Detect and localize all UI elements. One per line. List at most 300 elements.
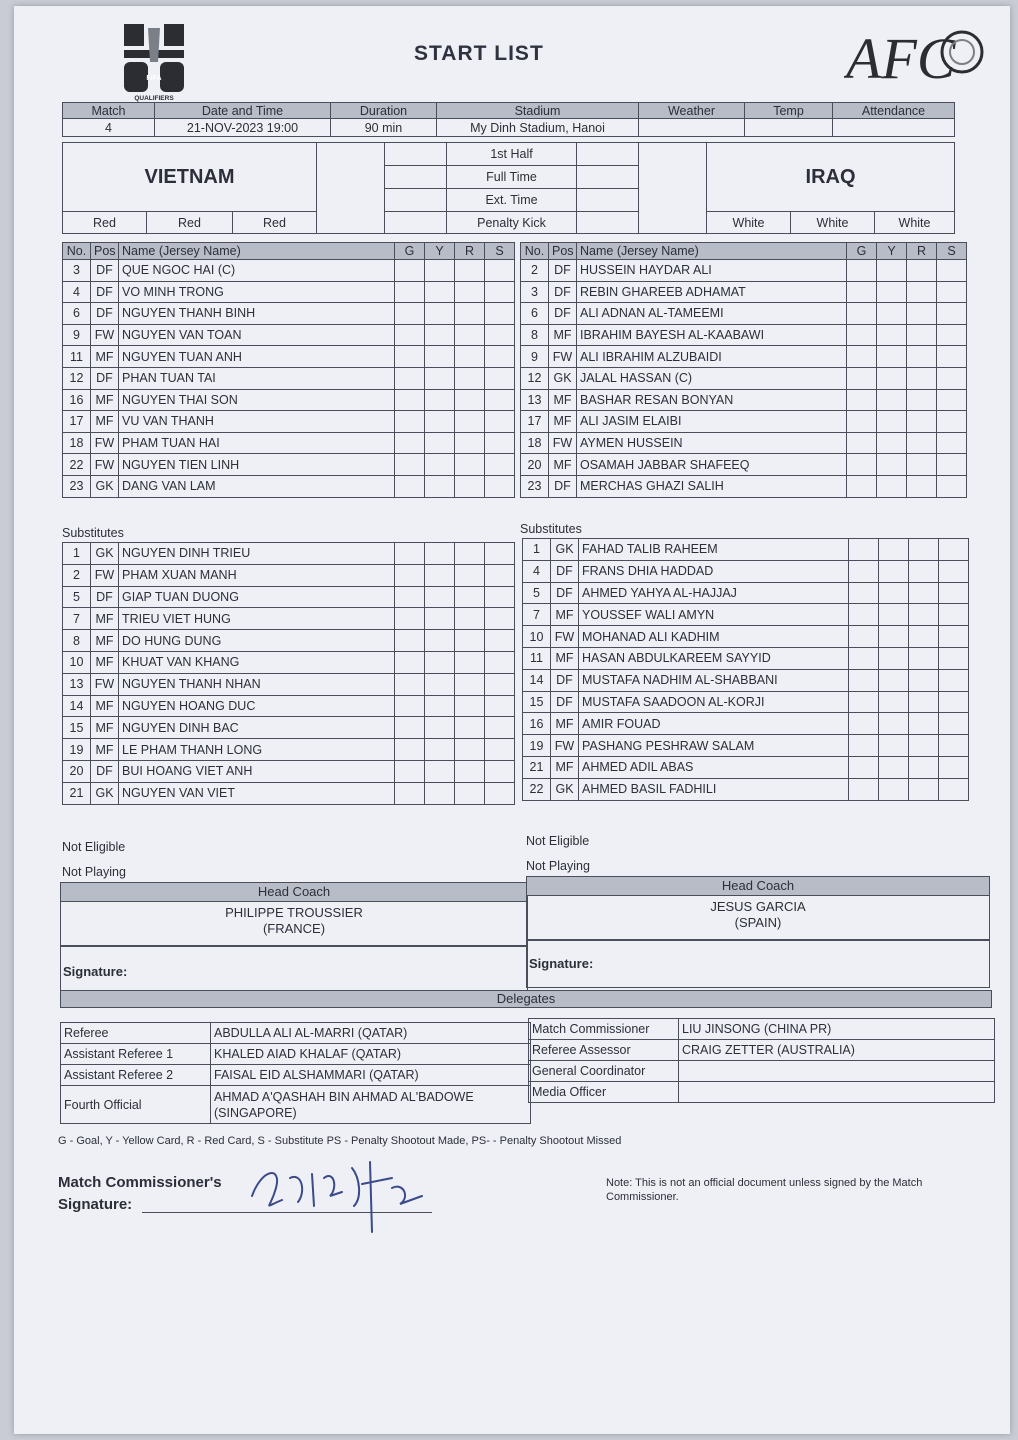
stat-cell [939, 560, 969, 582]
stat-cell [939, 713, 969, 735]
stadium-header: Stadium [437, 103, 639, 119]
official-role: Assistant Referee 2 [61, 1065, 211, 1086]
player-row [523, 691, 969, 713]
player-row [521, 281, 967, 303]
player-name: GIAP TUAN DUONG [119, 586, 395, 608]
player-number: 18 [521, 432, 549, 454]
stat-cell [877, 367, 907, 389]
stat-cell [879, 778, 909, 800]
stat-cell [849, 604, 879, 626]
roster-header: Name (Jersey Name) [577, 243, 847, 260]
player-row [523, 713, 969, 735]
official-name [679, 1061, 995, 1082]
stat-cell [425, 303, 455, 325]
player-position: MF [91, 717, 119, 739]
stat-cell [395, 630, 425, 652]
stat-cell [907, 303, 937, 325]
stat-cell [847, 411, 877, 433]
stat-cell [937, 324, 967, 346]
player-name: LE PHAM THANH LONG [119, 739, 395, 761]
player-number: 6 [63, 303, 91, 325]
stat-cell [907, 454, 937, 476]
temp-header: Temp [745, 103, 833, 119]
attendance-header: Attendance [833, 103, 955, 119]
player-row [63, 432, 515, 454]
stat-cell [939, 735, 969, 757]
stat-cell [847, 281, 877, 303]
home-not-playing: Not Playing [62, 865, 126, 879]
afc-logo [844, 24, 984, 88]
away-coach-header: Head Coach [527, 877, 989, 896]
player-row [63, 608, 515, 630]
stat-cell [939, 582, 969, 604]
player-name: NGUYEN HOANG DUC [119, 695, 395, 717]
player-name: BASHAR RESAN BONYAN [577, 389, 847, 411]
stat-cell [907, 411, 937, 433]
player-position: MF [551, 604, 579, 626]
stat-cell [909, 713, 939, 735]
player-row [63, 564, 515, 586]
player-row [63, 475, 515, 497]
stat-cell [937, 475, 967, 497]
stat-cell [395, 543, 425, 565]
score-label-1st-half: 1st Half [447, 143, 577, 166]
stat-cell [425, 651, 455, 673]
stat-cell [847, 346, 877, 368]
roster-header: G [847, 243, 877, 260]
player-number: 10 [523, 626, 551, 648]
player-row [63, 586, 515, 608]
stat-cell [909, 626, 939, 648]
stat-cell [485, 782, 515, 804]
stat-cell [937, 303, 967, 325]
official-role: Match Commissioner [529, 1019, 679, 1040]
stat-cell [485, 389, 515, 411]
player-row [63, 543, 515, 565]
player-name: KHUAT VAN KHANG [119, 651, 395, 673]
stat-cell [455, 260, 485, 282]
player-name: MUSTAFA NADHIM AL-SHABBANI [579, 669, 849, 691]
stat-cell [395, 324, 425, 346]
stat-cell [425, 367, 455, 389]
player-number: 16 [63, 389, 91, 411]
player-number: 17 [521, 411, 549, 433]
player-name: FAHAD TALIB RAHEEM [579, 539, 849, 561]
player-number: 11 [63, 346, 91, 368]
stat-cell [485, 630, 515, 652]
stat-cell [879, 735, 909, 757]
match-temp [745, 119, 833, 137]
stat-cell [455, 324, 485, 346]
player-number: 22 [523, 778, 551, 800]
stat-cell [879, 647, 909, 669]
stat-cell [425, 586, 455, 608]
stat-cell [425, 782, 455, 804]
player-position: GK [551, 539, 579, 561]
player-position: FW [91, 454, 119, 476]
stat-cell [485, 475, 515, 497]
stat-cell [909, 647, 939, 669]
player-row [63, 760, 515, 782]
commissioner-signature-line-1: Match Commissioner's [58, 1174, 222, 1191]
home-kit-3: Red [233, 212, 317, 234]
player-number: 17 [63, 411, 91, 433]
player-number: 23 [521, 475, 549, 497]
stat-cell [425, 630, 455, 652]
player-number: 2 [521, 260, 549, 282]
player-name: REBIN GHAREEB ADHAMAT [577, 281, 847, 303]
stat-cell [909, 756, 939, 778]
player-row [63, 651, 515, 673]
stat-cell [395, 586, 425, 608]
commissioner-signature-line-2: Signature: [58, 1196, 133, 1213]
stat-cell [395, 367, 425, 389]
player-number: 12 [521, 367, 549, 389]
official-role: Media Officer [529, 1082, 679, 1103]
official-name: LIU JINSONG (CHINA PR) [679, 1019, 995, 1040]
away-not-eligible: Not Eligible [526, 834, 590, 848]
player-row [523, 539, 969, 561]
player-position: DF [549, 260, 577, 282]
player-name: ALI IBRAHIM ALZUBAIDI [577, 346, 847, 368]
player-number: 3 [63, 260, 91, 282]
stat-cell [455, 673, 485, 695]
stat-cell [485, 324, 515, 346]
stat-cell [907, 260, 937, 282]
player-position: DF [91, 260, 119, 282]
stat-cell [939, 756, 969, 778]
page-title: START LIST [414, 42, 544, 65]
stat-cell [395, 564, 425, 586]
stat-cell [937, 281, 967, 303]
stat-cell [937, 367, 967, 389]
stat-cell [877, 475, 907, 497]
match-info-table [62, 102, 955, 137]
stat-cell [849, 626, 879, 648]
player-name: OSAMAH JABBAR SHAFEEQ [577, 454, 847, 476]
player-position: DF [551, 582, 579, 604]
away-kit-1: White [707, 212, 791, 234]
player-position: DF [91, 281, 119, 303]
player-name: PHAM TUAN HAI [119, 432, 395, 454]
player-number: 4 [523, 560, 551, 582]
player-position: GK [549, 367, 577, 389]
player-position: MF [91, 630, 119, 652]
stat-cell [939, 691, 969, 713]
player-name: NGUYEN TUAN ANH [119, 346, 395, 368]
stat-cell [849, 560, 879, 582]
player-row [63, 630, 515, 652]
player-number: 19 [523, 735, 551, 757]
stat-cell [879, 669, 909, 691]
player-name: HASAN ABDULKAREEM SAYYID [579, 647, 849, 669]
stat-cell [395, 673, 425, 695]
stat-cell [907, 346, 937, 368]
stat-cell [485, 432, 515, 454]
player-row [523, 560, 969, 582]
stat-cell [425, 346, 455, 368]
roster-header: No. [521, 243, 549, 260]
player-position: MF [91, 651, 119, 673]
stat-cell [425, 260, 455, 282]
roster-header: R [455, 243, 485, 260]
away-starting-table [520, 242, 967, 498]
roster-header: Pos [91, 243, 119, 260]
stat-cell [847, 260, 877, 282]
player-name: ALI ADNAN AL-TAMEEMI [577, 303, 847, 325]
stat-cell [395, 782, 425, 804]
stat-cell [395, 651, 425, 673]
player-position: DF [549, 281, 577, 303]
player-name: PHAN TUAN TAI [119, 367, 395, 389]
player-number: 18 [63, 432, 91, 454]
player-name: VU VAN THANH [119, 411, 395, 433]
score-label-full-time: Full Time [447, 166, 577, 189]
stat-cell [485, 260, 515, 282]
stat-cell [485, 695, 515, 717]
stat-cell [879, 756, 909, 778]
player-row [63, 454, 515, 476]
player-row [523, 778, 969, 800]
home-kit-1: Red [63, 212, 147, 234]
player-number: 3 [521, 281, 549, 303]
weather-header: Weather [639, 103, 745, 119]
player-position: DF [91, 760, 119, 782]
stat-cell [849, 713, 879, 735]
player-row [523, 669, 969, 691]
stat-cell [395, 475, 425, 497]
stat-cell [395, 411, 425, 433]
player-row [521, 454, 967, 476]
player-position: MF [549, 454, 577, 476]
stat-cell [455, 454, 485, 476]
stat-cell [485, 346, 515, 368]
stat-cell [877, 454, 907, 476]
start-list-sheet [14, 6, 1010, 1434]
home-team-name: VIETNAM [63, 143, 317, 212]
player-row [63, 782, 515, 804]
player-name: JALAL HASSAN (C) [577, 367, 847, 389]
player-position: MF [91, 739, 119, 761]
player-position: MF [549, 324, 577, 346]
stat-cell [395, 432, 425, 454]
match-header: Match [63, 103, 155, 119]
stat-cell [847, 475, 877, 497]
stat-cell [877, 346, 907, 368]
stat-cell [877, 411, 907, 433]
official-row [61, 1086, 531, 1124]
stat-cell [909, 582, 939, 604]
stat-cell [455, 346, 485, 368]
player-name: NGUYEN THANH BINH [119, 303, 395, 325]
stat-cell [485, 673, 515, 695]
stat-cell [455, 695, 485, 717]
player-number: 23 [63, 475, 91, 497]
player-name: BUI HOANG VIET ANH [119, 760, 395, 782]
player-number: 22 [63, 454, 91, 476]
player-position: DF [549, 303, 577, 325]
player-name: NGUYEN DINH TRIEU [119, 543, 395, 565]
stat-cell [937, 432, 967, 454]
stat-cell [485, 586, 515, 608]
official-name: CRAIG ZETTER (AUSTRALIA) [679, 1040, 995, 1061]
roster-header: Y [877, 243, 907, 260]
player-row [523, 756, 969, 778]
stat-cell [485, 717, 515, 739]
stat-cell [485, 608, 515, 630]
player-row [521, 324, 967, 346]
stat-cell [395, 281, 425, 303]
roster-header: S [485, 243, 515, 260]
away-substitutes-label: Substitutes [520, 522, 582, 536]
stat-cell [939, 539, 969, 561]
player-position: FW [91, 324, 119, 346]
player-row [63, 281, 515, 303]
player-row [523, 735, 969, 757]
stat-cell [907, 281, 937, 303]
stat-cell [485, 651, 515, 673]
home-signature-label: Signature: [63, 964, 128, 979]
qualifiers-logo-text: QUALIFIERS [134, 95, 174, 102]
stat-cell [879, 691, 909, 713]
roster-header: No. [63, 243, 91, 260]
player-number: 8 [521, 324, 549, 346]
player-number: 20 [63, 760, 91, 782]
player-position: DF [91, 303, 119, 325]
stat-cell [877, 389, 907, 411]
player-number: 7 [523, 604, 551, 626]
stat-cell [849, 539, 879, 561]
official-role: Referee Assessor [529, 1040, 679, 1061]
player-row [63, 260, 515, 282]
stat-cell [879, 713, 909, 735]
player-number: 13 [521, 389, 549, 411]
official-role: Fourth Official [61, 1086, 211, 1124]
player-row [63, 367, 515, 389]
stat-cell [425, 608, 455, 630]
player-row [521, 475, 967, 497]
home-coach-name: PHILIPPE TROUSSIER [225, 905, 363, 920]
home-starting-table [62, 242, 515, 498]
player-name: FRANS DHIA HADDAD [579, 560, 849, 582]
player-row [63, 411, 515, 433]
stat-cell [849, 778, 879, 800]
player-position: FW [549, 346, 577, 368]
official-document-note: Note: This is not an official document unless signed by the Match Commissioner. [606, 1177, 923, 1203]
stat-cell [455, 760, 485, 782]
player-number: 9 [63, 324, 91, 346]
player-name: NGUYEN TIEN LINH [119, 454, 395, 476]
player-position: MF [91, 389, 119, 411]
player-row [523, 647, 969, 669]
date-time-header: Date and Time [155, 103, 331, 119]
stat-cell [485, 411, 515, 433]
stat-cell [455, 739, 485, 761]
stat-cell [455, 782, 485, 804]
stat-cell [455, 389, 485, 411]
stat-cell [455, 608, 485, 630]
player-position: DF [91, 586, 119, 608]
player-position: FW [549, 432, 577, 454]
stat-cell [909, 735, 939, 757]
official-role: General Coordinator [529, 1061, 679, 1082]
player-name: PASHANG PESHRAW SALAM [579, 735, 849, 757]
player-number: 12 [63, 367, 91, 389]
stat-cell [425, 717, 455, 739]
stat-cell [455, 717, 485, 739]
fifa-logo-text: FIFA [146, 75, 162, 82]
stat-cell [425, 673, 455, 695]
player-number: 1 [523, 539, 551, 561]
stat-cell [849, 735, 879, 757]
player-row [523, 604, 969, 626]
stat-cell [907, 367, 937, 389]
stat-cell [425, 389, 455, 411]
player-number: 19 [63, 739, 91, 761]
home-subs-table [62, 542, 515, 805]
roster-header: G [395, 243, 425, 260]
player-position: DF [91, 367, 119, 389]
stat-cell [425, 432, 455, 454]
world-cup-2026-logo [122, 22, 186, 102]
player-name: QUE NGOC HAI (C) [119, 260, 395, 282]
player-number: 2 [63, 564, 91, 586]
stat-cell [455, 564, 485, 586]
score-label-ext-time: Ext. Time [447, 189, 577, 212]
stat-cell [937, 389, 967, 411]
player-name: PHAM XUAN MANH [119, 564, 395, 586]
stat-cell [425, 695, 455, 717]
player-name: HUSSEIN HAYDAR ALI [577, 260, 847, 282]
stat-cell [907, 389, 937, 411]
stat-cell [425, 324, 455, 346]
official-row [529, 1082, 995, 1103]
stat-cell [455, 475, 485, 497]
stat-cell [937, 260, 967, 282]
player-number: 8 [63, 630, 91, 652]
player-name: IBRAHIM BAYESH AL-KAABAWI [577, 324, 847, 346]
stat-cell [909, 778, 939, 800]
player-name: AHMED ADIL ABAS [579, 756, 849, 778]
official-row [529, 1061, 995, 1082]
stat-cell [455, 543, 485, 565]
stat-cell [909, 539, 939, 561]
official-name: KHALED AIAD KHALAF (QATAR) [211, 1044, 531, 1065]
stat-cell [425, 411, 455, 433]
player-number: 1 [63, 543, 91, 565]
stat-cell [939, 669, 969, 691]
player-row [521, 303, 967, 325]
stat-cell [877, 432, 907, 454]
stat-cell [909, 560, 939, 582]
player-position: FW [91, 432, 119, 454]
player-name: YOUSSEF WALI AMYN [579, 604, 849, 626]
roster-header: Pos [549, 243, 577, 260]
stat-cell [847, 389, 877, 411]
player-position: MF [91, 608, 119, 630]
stat-cell [849, 756, 879, 778]
player-name: DO HUNG DUNG [119, 630, 395, 652]
score-label-penalty-kick: Penalty Kick [447, 212, 577, 234]
stat-cell [485, 543, 515, 565]
roster-header: Y [425, 243, 455, 260]
stat-cell [395, 303, 425, 325]
duration-header: Duration [331, 103, 437, 119]
player-position: MF [91, 695, 119, 717]
home-signature-box [60, 946, 528, 994]
stat-cell [455, 367, 485, 389]
roster-header: S [937, 243, 967, 260]
